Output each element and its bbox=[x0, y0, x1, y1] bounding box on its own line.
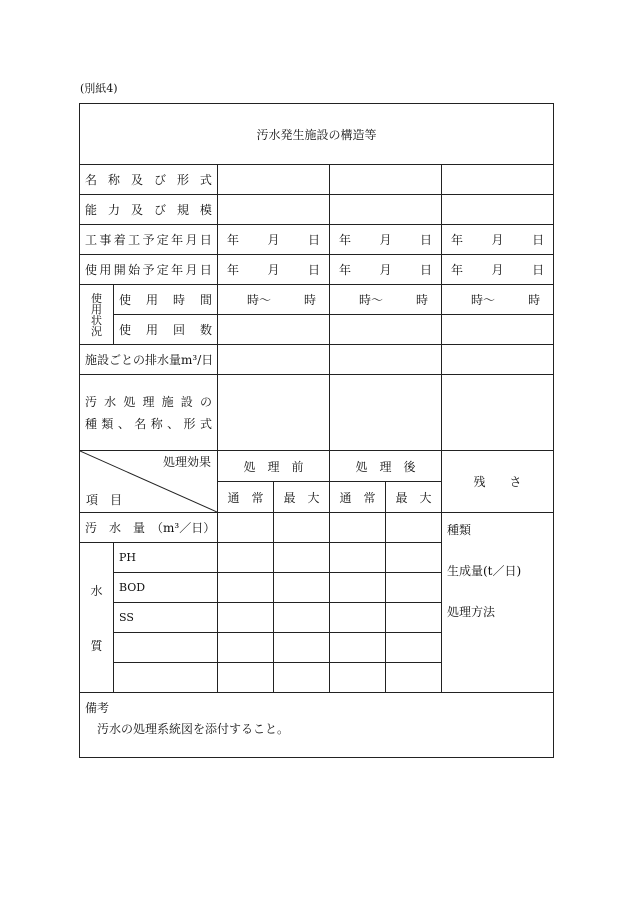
form-title: 汚水発生施設の構造等 bbox=[80, 104, 554, 165]
residue-type: 種類 bbox=[447, 523, 472, 537]
residue-amount: 生成量(t／日) bbox=[447, 564, 522, 578]
param-blank[interactable] bbox=[114, 633, 218, 663]
value-cell[interactable] bbox=[386, 603, 442, 633]
facility-structure-form bbox=[79, 103, 554, 758]
residue-method: 処理方法 bbox=[447, 605, 496, 619]
label-construction-start bbox=[80, 225, 218, 255]
value-cell[interactable] bbox=[386, 633, 442, 663]
value-cell[interactable] bbox=[274, 513, 330, 543]
value-cell[interactable] bbox=[218, 573, 274, 603]
row-name-form bbox=[80, 165, 554, 195]
spread-label: 使 用 回 数 bbox=[119, 323, 212, 337]
spread-label: 工 事 着 工 予 定 年 月 日 bbox=[85, 233, 212, 247]
cell-discharge-3[interactable] bbox=[442, 345, 554, 375]
label-discharge: 施設ごとの排水量m³/日 bbox=[80, 345, 218, 375]
value-cell[interactable] bbox=[386, 543, 442, 573]
value-cell[interactable] bbox=[274, 633, 330, 663]
row-water-volume bbox=[80, 513, 554, 543]
value-cell[interactable] bbox=[330, 603, 386, 633]
label-usage-count bbox=[114, 315, 218, 345]
date-cell[interactable]: 年 月 日 bbox=[218, 255, 330, 285]
hours-cell[interactable]: 時〜 時 bbox=[330, 285, 442, 315]
cell-usage-count-1[interactable] bbox=[218, 315, 330, 345]
value-cell[interactable] bbox=[218, 633, 274, 663]
value-cell[interactable] bbox=[330, 573, 386, 603]
cell-capacity-2[interactable] bbox=[330, 195, 442, 225]
value-cell[interactable] bbox=[274, 543, 330, 573]
item-label: 項 目 bbox=[86, 493, 123, 507]
diagonal-header-cell bbox=[80, 451, 218, 513]
cell-usage-count-3[interactable] bbox=[442, 315, 554, 345]
label-water-quality: 水 質 bbox=[80, 543, 114, 693]
spread-label: 使 用 開 始 予 定 年 月 日 bbox=[85, 263, 212, 277]
label-use-start bbox=[80, 255, 218, 285]
row-capacity bbox=[80, 195, 554, 225]
date-cell[interactable]: 年 月 日 bbox=[330, 255, 442, 285]
label-treatment-facility bbox=[80, 375, 218, 451]
cell-name-form-2[interactable] bbox=[330, 165, 442, 195]
row-effect-header bbox=[80, 451, 554, 482]
date-cell[interactable]: 年 月 日 bbox=[442, 255, 554, 285]
cell-treatment-2[interactable] bbox=[330, 375, 442, 451]
row-construction-start bbox=[80, 225, 554, 255]
date-cell[interactable]: 年 月 日 bbox=[442, 225, 554, 255]
residue-details bbox=[442, 513, 554, 693]
cell-name-form-1[interactable] bbox=[218, 165, 330, 195]
param-ph: PH bbox=[114, 543, 218, 573]
value-cell[interactable] bbox=[386, 513, 442, 543]
hours-cell[interactable]: 時〜 時 bbox=[218, 285, 330, 315]
value-cell[interactable] bbox=[274, 573, 330, 603]
remarks-label: 備考 bbox=[85, 701, 110, 715]
cell-capacity-1[interactable] bbox=[218, 195, 330, 225]
hours-cell[interactable]: 時〜 時 bbox=[442, 285, 554, 315]
row-usage-count bbox=[80, 315, 554, 345]
remarks-note: 汚水の処理系統図を添付すること。 bbox=[97, 722, 290, 736]
label-capacity bbox=[80, 195, 218, 225]
spread-label: 汚 水 処 理 施 設 の bbox=[85, 394, 212, 409]
spread-label: 名 称 及 び 形 式 bbox=[85, 173, 212, 187]
max-header: 最 大 bbox=[386, 482, 442, 513]
normal-header: 通 常 bbox=[330, 482, 386, 513]
value-cell[interactable] bbox=[386, 573, 442, 603]
cell-treatment-3[interactable] bbox=[442, 375, 554, 451]
value-cell[interactable] bbox=[330, 633, 386, 663]
param-ss: SS bbox=[114, 603, 218, 633]
value-cell[interactable] bbox=[218, 663, 274, 693]
row-discharge bbox=[80, 345, 554, 375]
value-cell[interactable] bbox=[218, 513, 274, 543]
spread-label: 能 力 及 び 規 模 bbox=[85, 203, 212, 217]
residue-header: 残 さ bbox=[442, 451, 554, 513]
after-treatment-header: 処 理 後 bbox=[330, 451, 442, 482]
before-treatment-header: 処 理 前 bbox=[218, 451, 330, 482]
row-remarks bbox=[80, 693, 554, 758]
value-cell[interactable] bbox=[274, 603, 330, 633]
param-bod: BOD bbox=[114, 573, 218, 603]
label-usage-hours bbox=[114, 285, 218, 315]
row-treatment-facility bbox=[80, 375, 554, 451]
date-cell[interactable]: 年 月 日 bbox=[218, 225, 330, 255]
value-cell[interactable] bbox=[330, 513, 386, 543]
max-header: 最 大 bbox=[274, 482, 330, 513]
row-use-start bbox=[80, 255, 554, 285]
label-usage-status bbox=[80, 285, 114, 345]
value-cell[interactable] bbox=[330, 543, 386, 573]
spread-label: 使 用 時 間 bbox=[119, 293, 212, 307]
vertical-label: 使 用 状 況 bbox=[91, 291, 102, 338]
cell-discharge-2[interactable] bbox=[330, 345, 442, 375]
reference-label: (別紙4) bbox=[80, 82, 118, 95]
param-blank[interactable] bbox=[114, 663, 218, 693]
date-cell[interactable]: 年 月 日 bbox=[330, 225, 442, 255]
effect-header-label: 処理効果 bbox=[162, 455, 211, 469]
label-name-form bbox=[80, 165, 218, 195]
value-cell[interactable] bbox=[330, 663, 386, 693]
cell-discharge-1[interactable] bbox=[218, 345, 330, 375]
cell-capacity-3[interactable] bbox=[442, 195, 554, 225]
normal-header: 通 常 bbox=[218, 482, 274, 513]
value-cell[interactable] bbox=[218, 603, 274, 633]
value-cell[interactable] bbox=[274, 663, 330, 693]
cell-usage-count-2[interactable] bbox=[330, 315, 442, 345]
cell-treatment-1[interactable] bbox=[218, 375, 330, 451]
value-cell[interactable] bbox=[218, 543, 274, 573]
value-cell[interactable] bbox=[386, 663, 442, 693]
row-usage-hours bbox=[80, 285, 554, 315]
remarks-cell bbox=[80, 693, 554, 758]
cell-name-form-3[interactable] bbox=[442, 165, 554, 195]
spread-label: 種 類 、 名 称 、 形 式 bbox=[85, 416, 212, 431]
label-water-volume: 汚 水 量 （m³／日） bbox=[80, 513, 218, 543]
